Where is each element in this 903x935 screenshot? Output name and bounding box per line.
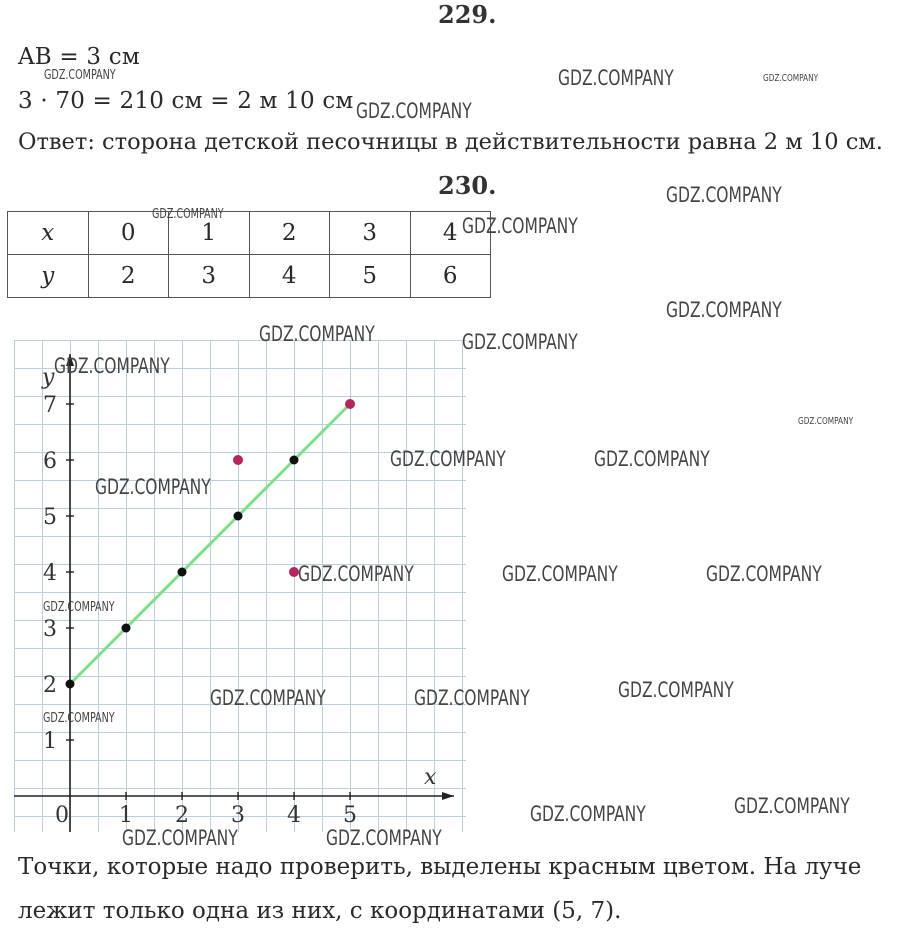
coordinate-graph [14, 340, 466, 832]
data-point-black [234, 512, 243, 521]
watermark: GDZ.COMPANY [462, 214, 578, 238]
xy-table [7, 211, 491, 298]
table-cell: 1 [169, 212, 250, 255]
watermark: GDZ.COMPANY [414, 686, 530, 710]
x-tick-label: 1 [119, 803, 133, 828]
watermark: GDZ.COMPANY [734, 794, 850, 818]
watermark: GDZ.COMPANY [54, 354, 170, 378]
task-229-line-1: AB = 3 см [18, 44, 140, 70]
table-row-y [8, 255, 491, 298]
watermark: GDZ.COMPANY [558, 66, 674, 90]
watermark: GDZ.COMPANY [43, 711, 115, 726]
watermark: GDZ.COMPANY [43, 600, 115, 615]
y-axis-label: y [42, 365, 55, 390]
y-tick-label: 5 [43, 505, 57, 530]
table-cell: 2 [249, 212, 330, 255]
table-header-x: x [8, 212, 89, 255]
x-tick-label: 3 [231, 803, 245, 828]
watermark: GDZ.COMPANY [152, 207, 224, 222]
y-tick-label: 7 [43, 393, 57, 418]
watermark: GDZ.COMPANY [530, 802, 646, 826]
watermark: GDZ.COMPANY [462, 330, 578, 354]
table-cell: 3 [330, 212, 411, 255]
y-tick-label: 6 [43, 449, 57, 474]
x-tick-label: 2 [175, 803, 189, 828]
watermark: GDZ.COMPANY [798, 416, 854, 427]
x-axis-arrow [442, 792, 454, 800]
table-cell: 0 [88, 212, 169, 255]
watermark: GDZ.COMPANY [298, 562, 414, 586]
y-tick-label: 1 [43, 729, 57, 754]
y-tick-label: 4 [43, 561, 57, 586]
watermark: GDZ.COMPANY [44, 68, 116, 83]
x-tick-label: 4 [287, 803, 301, 828]
table-cell: 4 [410, 212, 491, 255]
conclusion-line-1: Точки, которые надо проверить, выделены красным цветом. На луче [18, 854, 862, 880]
task-230-number: 230. [438, 171, 497, 200]
data-point-red [233, 455, 243, 465]
x-axis-label: x [424, 765, 437, 790]
table-cell: 6 [410, 255, 491, 298]
table-cell: 5 [330, 255, 411, 298]
watermark: GDZ.COMPANY [326, 826, 442, 850]
watermark: GDZ.COMPANY [618, 678, 734, 702]
watermark: GDZ.COMPANY [210, 686, 326, 710]
watermark: GDZ.COMPANY [666, 183, 782, 207]
watermark: GDZ.COMPANY [95, 475, 211, 499]
watermark: GDZ.COMPANY [390, 447, 506, 471]
watermark: GDZ.COMPANY [594, 447, 710, 471]
watermark: GDZ.COMPANY [706, 562, 822, 586]
data-point-black [178, 568, 187, 577]
y-tick-label: 3 [43, 617, 57, 642]
data-point-black [66, 680, 75, 689]
watermark: GDZ.COMPANY [356, 99, 472, 123]
task-229-line-2: 3 · 70 = 210 см = 2 м 10 см [18, 88, 354, 114]
watermark: GDZ.COMPANY [122, 826, 238, 850]
task-229-number: 229. [438, 0, 497, 29]
table-cell: 3 [169, 255, 250, 298]
grid [14, 340, 466, 832]
data-point-red [345, 399, 355, 409]
x-tick-label: 0 [55, 803, 69, 828]
table-row-x [8, 212, 491, 255]
table-cell: 2 [88, 255, 169, 298]
watermark: GDZ.COMPANY [259, 322, 375, 346]
watermark: GDZ.COMPANY [502, 562, 618, 586]
task-229-answer: Ответ: сторона детской песочницы в действительности равна 2 м 10 см. [18, 129, 883, 155]
y-tick-label: 2 [43, 673, 57, 698]
table-cell: 4 [249, 255, 330, 298]
x-tick-label: 5 [343, 803, 357, 828]
watermark: GDZ.COMPANY [666, 298, 782, 322]
watermark: GDZ.COMPANY [763, 73, 819, 84]
table-header-y: y [8, 255, 89, 298]
data-point-black [290, 456, 299, 465]
data-point-black [122, 624, 131, 633]
conclusion-line-2: лежит только одна из них, с координатами (5, 7). [18, 898, 622, 924]
